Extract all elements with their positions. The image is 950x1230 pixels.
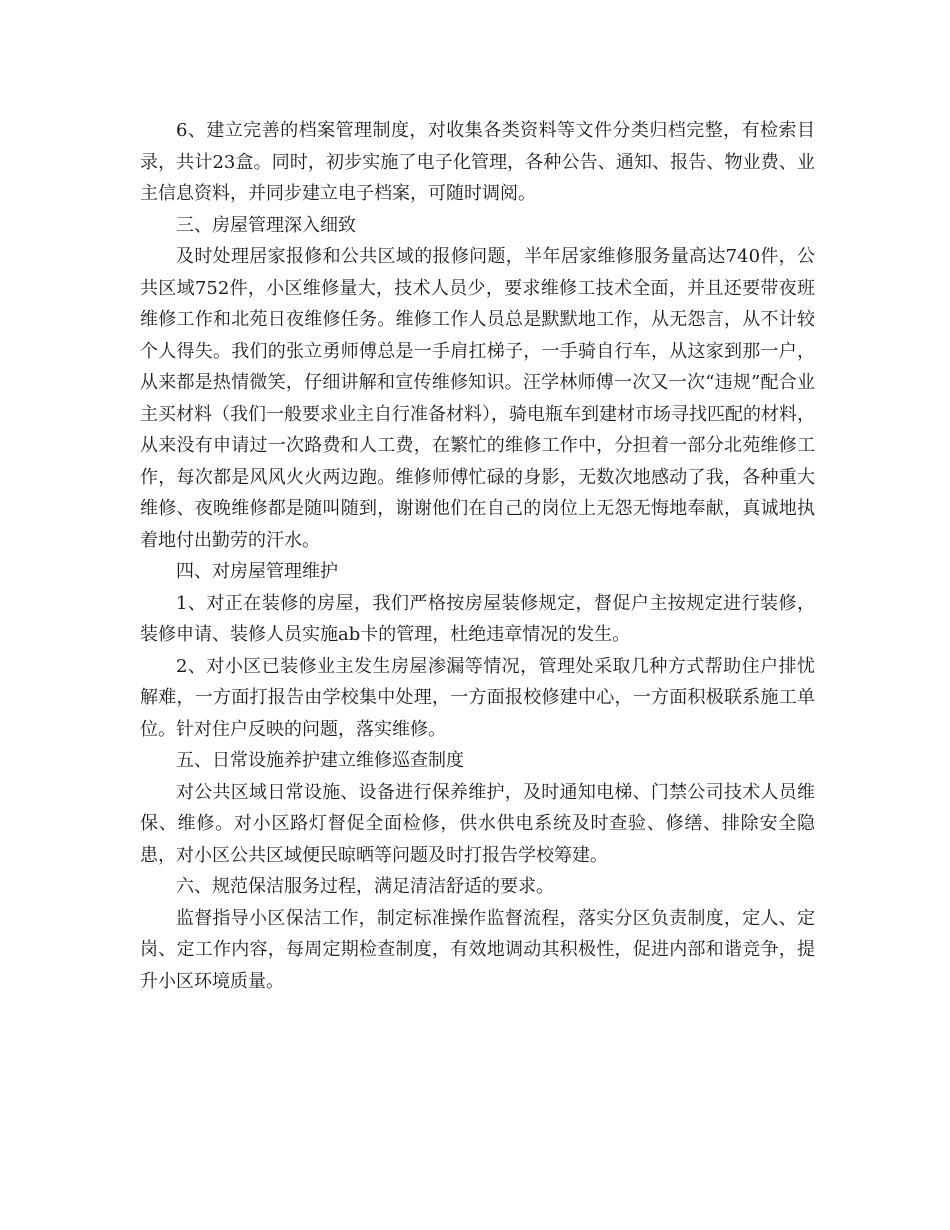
document-page [140, 115, 815, 997]
paragraph-renovation-rules: 1、对正在装修的房屋，我们严格按房屋装修规定，督促户主按规定进行装修，装修申请、装修人员实施ab卡的管理，杜绝违章情况的发生。 [140, 592, 815, 645]
paragraph-archive-management: 6、建立完善的档案管理制度，对收集各类资料等文件分类归档完整，有检索目录，共计23盒。同时，初步实施了电子化管理，各种公告、通知、报告、物业费、业主信息资料，并同步建立电子档案，可随时调阅。 [140, 120, 815, 204]
paragraph-facility-maintenance: 对公共区域日常设施、设备进行保养维护，及时通知电梯、门禁公司技术人员维保、维修。对小区路灯督促全面检修，供水供电系统及时查验、修缮、排除安全隐患，对小区公共区域便民晾晒等问题及时打报告学校筹建。 [140, 781, 815, 866]
section-heading-facility-inspection: 五、日常设施养护建立维修巡查制度 [176, 750, 464, 771]
paragraph-cleaning-supervision: 监督指导小区保洁工作，制定标准操作监督流程，落实分区负责制度，定人、定岗、定工作内容，每周定期检查制度，有效地调动其积极性，促进内部和谐竞争，提升小区环境质量。 [140, 907, 815, 992]
paragraph-repair-work: 及时处理居家报修和公共区域的报修问题，半年居家维修服务量高达740件，公共区域752件，小区维修量大，技术人员少，要求维修工技术全面，并且还要带夜班维修工作和北苑日夜维修任务。维修工作人员总是默默地工作，从无怨言，从不计较个人得失。我们的张立勇师傅总是一手肩扛梯子，一手骑自行车，从这家到那一户，从来都是热情微笑，仔细讲解和宣传维修知识。汪学林师傅一次又一次“违规”配合业主买材料（我们一般要求业主自行准备材料），骑电瓶车到建材市场寻找匹配的材料，从来没有申请过一次路费和人工费，在繁忙的维修工作中，分担着一部分北苑维修工作，每次都是风风火火两边跑。维修师傅忙碌的身影，无数次地感动了我，各种重大维修、夜晚维修都是随叫随到，谢谢他们在自己的岗位上无怨无悔地奉献，真诚地执着地付出勤劳的汗水。 [140, 246, 815, 551]
paragraph-leakage-handling: 2、对小区已装修业主发生房屋渗漏等情况，管理处采取几种方式帮助住户排忧解难，一方面打报告由学校集中处理，一方面报校修建中心，一方面积极联系施工单位。针对住户反映的问题，落实维修。 [140, 655, 815, 740]
section-heading-house-maintenance: 四、对房屋管理维护 [176, 561, 338, 582]
section-heading-house-management: 三、房屋管理深入细致 [176, 214, 356, 236]
section-heading-cleaning-service: 六、规范保洁服务过程，满足清洁舒适的要求。 [176, 876, 554, 897]
